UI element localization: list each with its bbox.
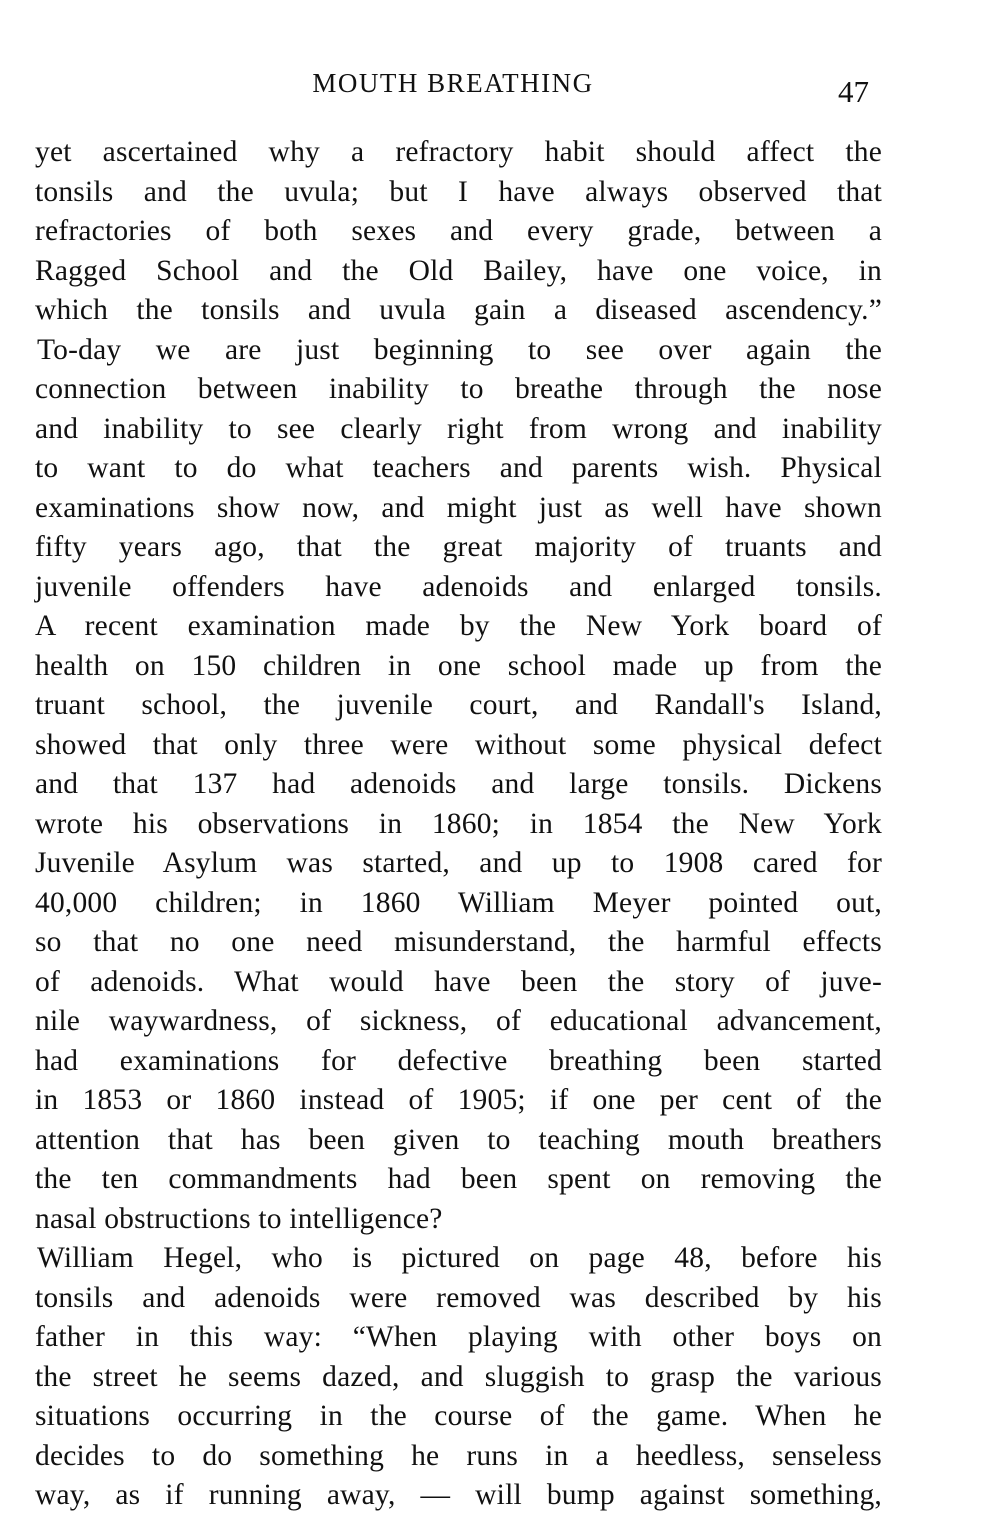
page-number: 47 bbox=[838, 74, 869, 109]
text-line: decides to do something he runs in a heedless, senseless bbox=[35, 1439, 882, 1472]
text-line: nasal obstructions to intelligence? bbox=[35, 1202, 443, 1235]
text-line: examinations show now, and might just as well have shown bbox=[35, 491, 882, 524]
text-line: showed that only three were without some physical defect bbox=[35, 728, 882, 761]
text-line: to want to do what teachers and parents wish. Physical bbox=[35, 452, 882, 484]
text-line: refractories of both sexes and every grade, between a bbox=[35, 215, 882, 247]
text-line: tonsils and the uvula; but I have always observed that bbox=[35, 175, 882, 208]
text-line: attention that has been given to teaching mouth breathers bbox=[35, 1123, 882, 1156]
text-line: truant school, the juvenile court, and Randall's Island, bbox=[35, 689, 882, 721]
text-line: A recent examination made by the New York board of bbox=[35, 610, 882, 642]
text-line: the ten commandments had been spent on removing the bbox=[35, 1163, 882, 1195]
text-line: wrote his observations in 1860; in 1854 the New York bbox=[35, 807, 882, 840]
text-line: health on 150 children in one school made up from the bbox=[35, 649, 882, 682]
body-text bbox=[35, 133, 882, 1516]
text-line: tonsils and adenoids were removed was described by his bbox=[35, 1281, 882, 1314]
running-head: MOUTH BREATHING bbox=[312, 68, 594, 98]
text-line: connection between inability to breathe through the nose bbox=[35, 373, 882, 405]
text-line: nile waywardness, of sickness, of educational advancement, bbox=[35, 1005, 882, 1037]
text-line: so that no one need misunderstand, the harmful effects bbox=[35, 926, 882, 958]
text-line: and that 137 had adenoids and large tonsils. Dickens bbox=[35, 768, 882, 800]
text-line: situations occurring in the course of the game. When he bbox=[35, 1400, 882, 1432]
text-line: To-day we are just beginning to see over again the bbox=[37, 333, 882, 366]
text-line: father in this way: “When playing with other boys on bbox=[35, 1321, 882, 1353]
text-line: way, as if running away, — will bump against something, bbox=[35, 1479, 882, 1511]
text-line: had examinations for defective breathing been started bbox=[35, 1044, 882, 1077]
text-line: of adenoids. What would have been the story of juve- bbox=[35, 965, 882, 998]
text-line: which the tonsils and uvula gain a diseased ascendency.” bbox=[35, 294, 882, 326]
text-line: and inability to see clearly right from wrong and inability bbox=[35, 412, 882, 445]
text-line: 40,000 children; in 1860 William Meyer pointed out, bbox=[35, 886, 882, 919]
text-line: William Hegel, who is pictured on page 48, before his bbox=[37, 1242, 882, 1274]
text-line: yet ascertained why a refractory habit should affect the bbox=[35, 136, 882, 168]
text-line: fifty years ago, that the great majority of truants and bbox=[35, 531, 882, 563]
text-line: Ragged School and the Old Bailey, have one voice, in bbox=[35, 254, 882, 287]
text-line: the street he seems dazed, and sluggish to grasp the various bbox=[35, 1360, 882, 1393]
text-line: juvenile offenders have adenoids and enlarged tonsils. bbox=[35, 570, 882, 603]
text-line: Juvenile Asylum was started, and up to 1908 cared for bbox=[35, 847, 882, 879]
text-line: in 1853 or 1860 instead of 1905; if one per cent of the bbox=[35, 1084, 882, 1116]
